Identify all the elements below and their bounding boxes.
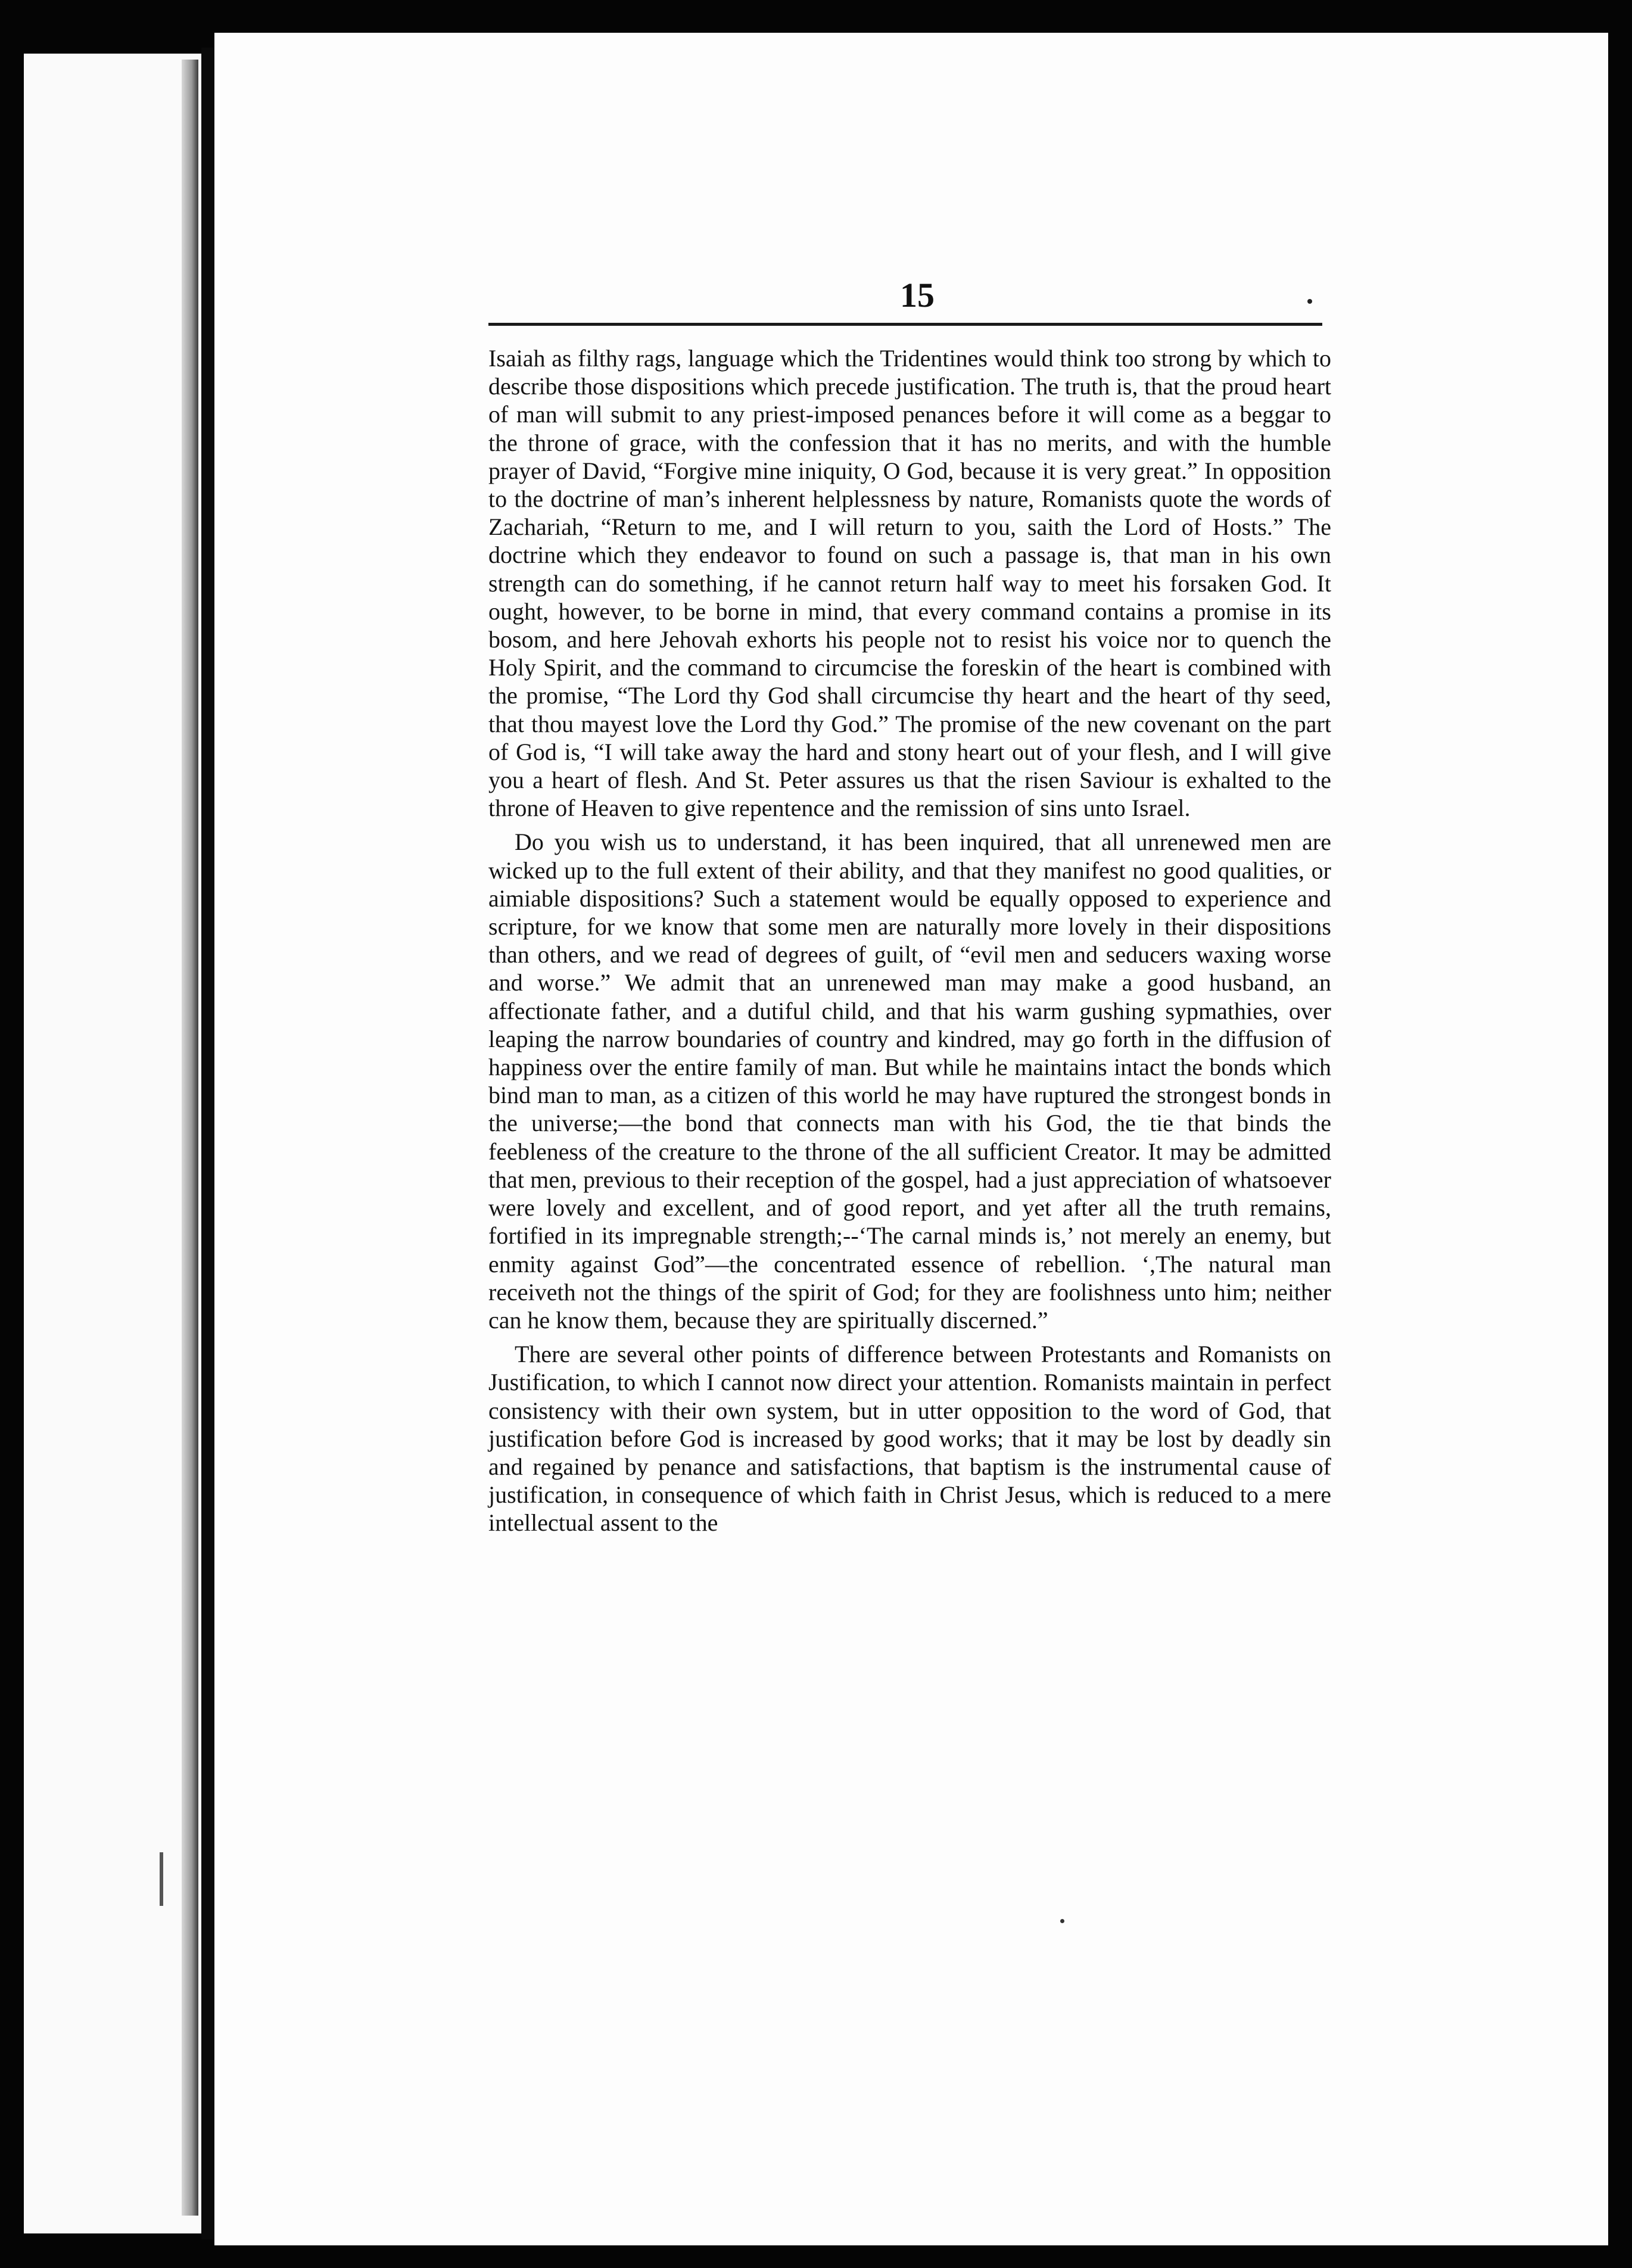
book-gutter <box>201 48 214 2239</box>
body-text <box>488 344 1331 1543</box>
header-dot <box>1307 299 1312 304</box>
paragraph-2: Do you wish us to understand, it has been inquired, that all unrenewed men are wicked up to the full extent of their ability, and that they manifest no good qualities, or aimiable dispositions? Such a statement would be equally opposed to experience and scripture, for we know that some men are naturally more lovely in their dispositions than others, and we read of degrees of guilt, of “evil men and seducers waxing worse and worse.” We admit that an unrenewed man may make a good husband, an affectionate father, and a dutiful child, and that his warm gushing sypmathies, over leaping the narrow boundaries of country and kindred, may go forth in the diffusion of happiness over the entire family of man. But while he maintains intact the bonds which bind man to man, as a citizen of this world he may have ruptured the strongest bonds in the universe;—the bond that connects man with his God, the tie that binds the feebleness of the creature to the throne of the all sufficient Creator. It may be admitted that men, previous to their reception of the gospel, had a just appreciation of whatsoever were lovely and excellent, and of good report, and yet after all the truth remains, fortified in its impregnable strength;--‘The carnal minds is,’ not merely an enemy, but enmity against God”—the concentrated essence of rebellion. ‘,The natural man receiveth not the things of the spirit of God; for they are foolishness unto him; neither can he know them, because they are spiritually discerned.” <box>488 828 1331 1334</box>
previous-page-edge <box>24 54 204 2233</box>
paragraph-3: There are several other points of difference between Protestants and Romanists on Justification, to which I cannot now direct your attention. Romanists maintain in perfect consistency with their own system, but in utter opposition to the word of God, that justification before God is increased by good works; that it may be lost by deadly sin and regained by penance and satisfactions, that baptism is the instrumental cause of justification, in consequence of which faith in Christ Jesus, which is reduced to a mere intellectual assent to the <box>488 1341 1331 1537</box>
page-number: 15 <box>900 276 935 314</box>
paragraph-1: Isaiah as filthy rags, language which the Tridentines would think too strong by which to describe those dispositions which precede justification. The truth is, that the proud heart of man will submit to any priest-imposed penances before it will come as a beggar to the throne of grace, with the confession that it has no merits, and with the humble prayer of David, “Forgive mine iniquity, O God, because it is very great.” In opposition to the doctrine of man’s inherent helplessness by nature, Romanists quote the words of Zachariah, “Return to me, and I will return to you, saith the Lord of Hosts.” The doctrine which they endeavor to found on such a passage is, that man in his own strength can do something, if he cannot return half way to meet his forsaken God. It ought, however, to be borne in mind, that every command contains a promise in its bosom, and here Jehovah exhorts his people not to resist his voice nor to quench the Holy Spirit, and the command to circumcise the foreskin of the heart is combined with the promise, “The Lord thy God shall circumcise thy heart and the heart of thy seed, that thou mayest love the Lord thy God.” The promise of the new covenant on the part of God is, “I will take away the hard and stony heart out of your flesh, and I will give you a heart of flesh. And St. Peter assures us that the risen Saviour is exhalted to the throne of Heaven to give repentence and the remission of sins unto Israel. <box>488 345 1331 822</box>
header-rule <box>488 323 1322 326</box>
footer-dot <box>1060 1919 1064 1923</box>
page-curl-shadow <box>182 60 198 2216</box>
margin-mark <box>160 1852 163 1906</box>
